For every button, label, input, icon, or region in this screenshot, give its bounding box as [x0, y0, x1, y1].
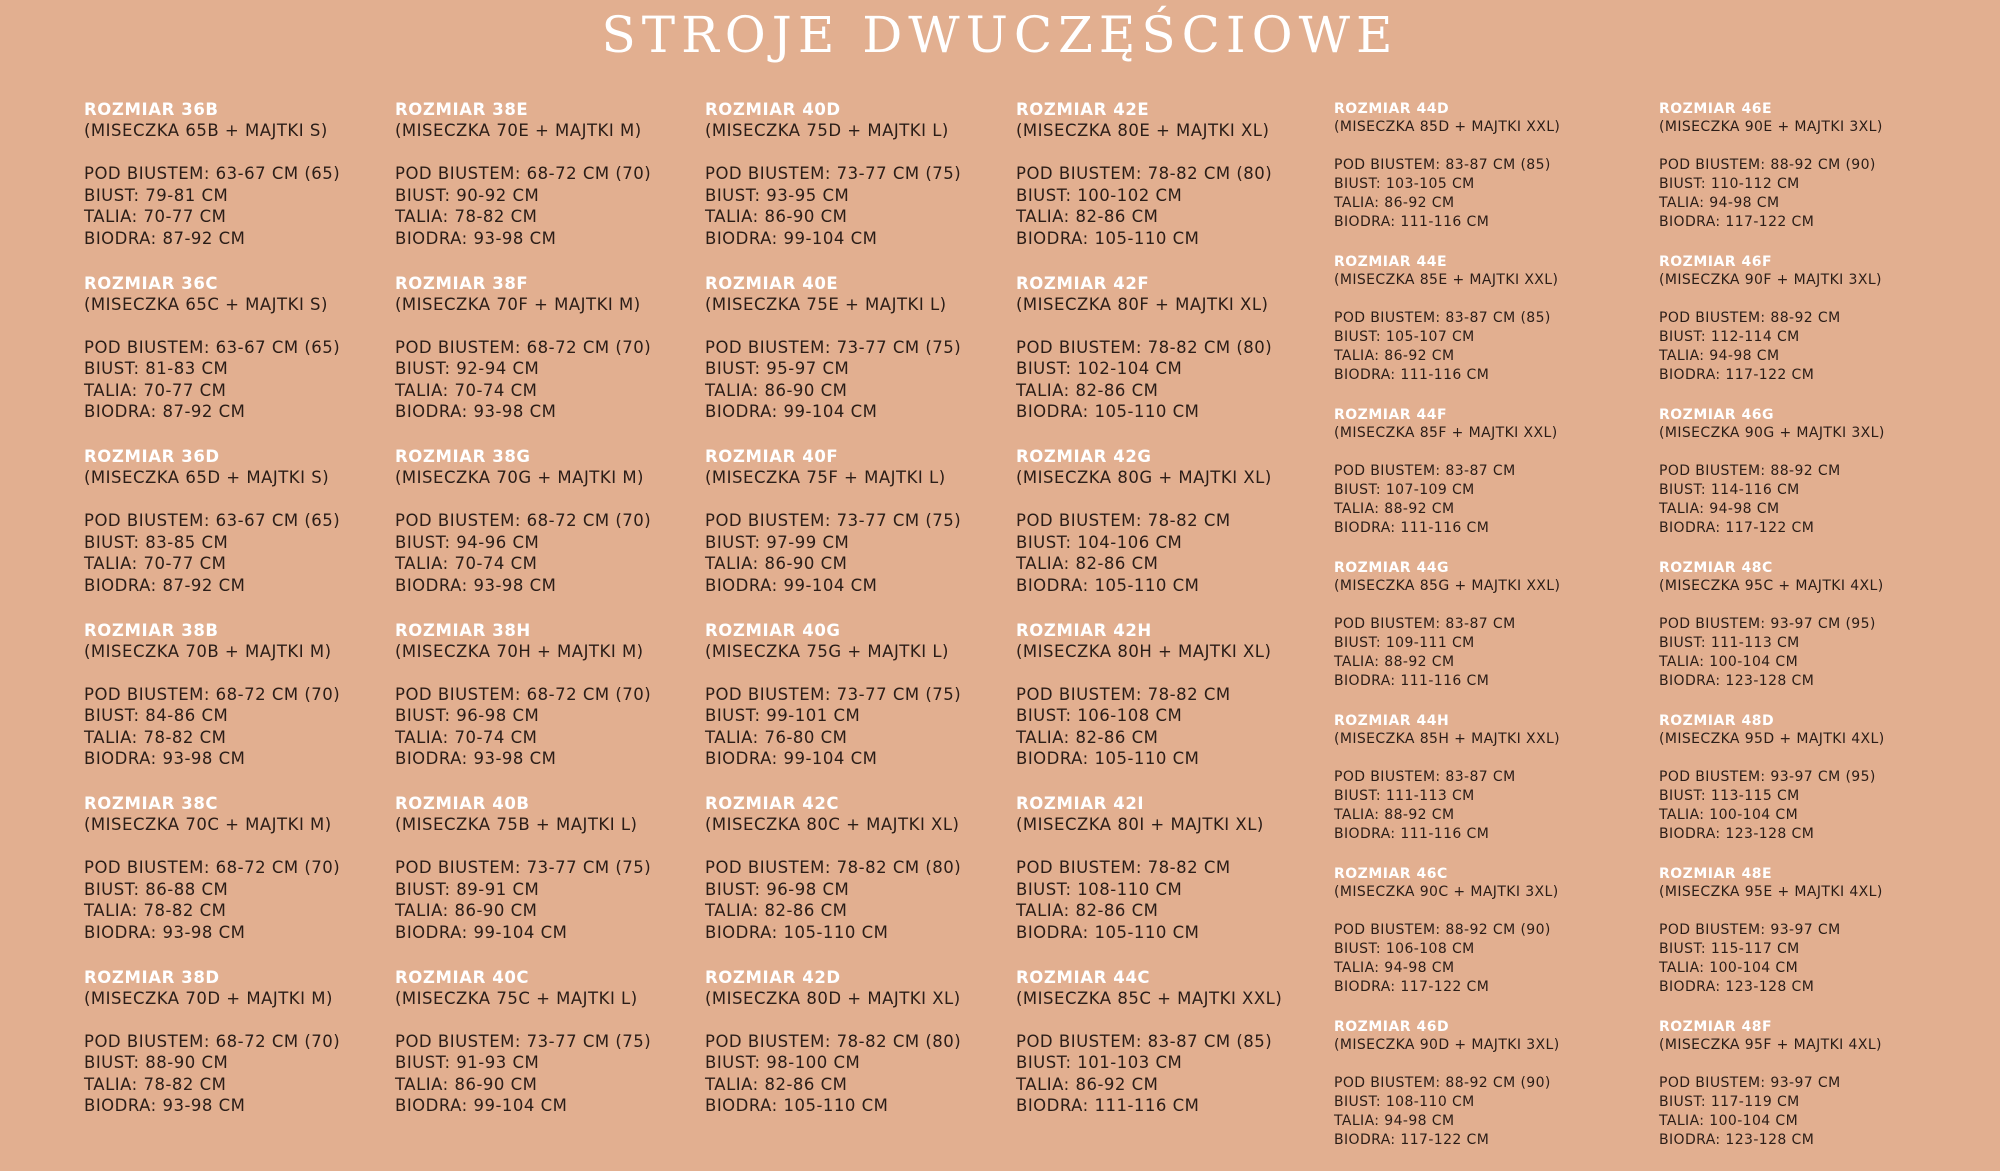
cup-and-briefs: (MISECZKA 90C + MAJTKI 3XL)	[1334, 884, 1559, 900]
measurement-line: BIODRA: 87-92 CM	[84, 402, 246, 422]
measurement-line: BIUST: 108-110 CM	[1334, 1094, 1475, 1110]
size-heading: ROZMIAR 38F	[395, 273, 529, 293]
measurement-line: POD BIUSTEM: 83-87 CM (85)	[1334, 310, 1551, 326]
measurement-line: BIUST: 89-91 CM	[395, 879, 540, 899]
measurement-line: POD BIUSTEM: 68-72 CM (70)	[395, 684, 652, 704]
cup-and-briefs: (MISECZKA 70G + MAJTKI M)	[395, 468, 644, 487]
measurement-line: BIODRA: 123-128 CM	[1659, 826, 1815, 842]
measurement-line: BIUST: 92-94 CM	[395, 359, 540, 379]
measurement-line: BIUST: 102-104 CM	[1016, 359, 1183, 379]
measurement-line: POD BIUSTEM: 83-87 CM (85)	[1016, 1031, 1273, 1051]
measurement-line: POD BIUSTEM: 73-77 CM (75)	[705, 337, 962, 357]
size-heading: ROZMIAR 40B	[395, 794, 530, 813]
measurement-line: BIODRA: 117-122 CM	[1334, 979, 1490, 995]
size-heading: ROZMIAR 42C	[705, 794, 840, 813]
measurement-line: BIUST: 90-92 CM	[395, 185, 540, 205]
cup-and-briefs: (MISECZKA 95D + MAJTKI 4XL)	[1659, 731, 1885, 747]
page-title: STROJE DWUCZĘŚCIOWE	[601, 6, 1399, 64]
size-block	[705, 447, 961, 621]
cup-and-briefs: (MISECZKA 65D + MAJTKI S)	[84, 468, 330, 487]
size-block	[84, 794, 340, 968]
measurement-line: POD BIUSTEM: 88-92 CM (90)	[1334, 922, 1551, 938]
size-block	[1334, 253, 1560, 406]
size-block	[1334, 712, 1560, 865]
measurement-line: POD BIUSTEM: 78-82 CM	[1016, 684, 1231, 704]
measurement-line: POD BIUSTEM: 68-72 CM (70)	[395, 337, 652, 357]
size-heading: ROZMIAR 42E	[1016, 100, 1150, 119]
size-heading: ROZMIAR 36D	[84, 447, 220, 466]
size-heading: ROZMIAR 38E	[395, 100, 529, 119]
size-heading: ROZMIAR 48F	[1659, 1019, 1773, 1035]
measurement-line: POD BIUSTEM: 83-87 CM (85)	[1334, 157, 1551, 173]
measurement-line: BIUST: 104-106 CM	[1016, 532, 1183, 552]
measurement-line: POD BIUSTEM: 68-72 CM (70)	[395, 164, 652, 183]
measurement-line: TALIA: 88-92 CM	[1334, 501, 1455, 517]
measurement-line: BIUST: 114-116 CM	[1659, 482, 1800, 498]
measurement-line: BIODRA: 99-104 CM	[705, 402, 878, 422]
measurement-line: BIODRA: 111-116 CM	[1334, 214, 1490, 230]
measurement-line: TALIA: 76-80 CM	[705, 727, 848, 747]
measurement-line: TALIA: 78-82 CM	[395, 207, 538, 227]
measurement-line: BIUST: 83-85 CM	[84, 532, 229, 552]
cup-and-briefs: (MISECZKA 85F + MAJTKI XXL)	[1334, 425, 1558, 441]
measurement-line: TALIA: 82-86 CM	[1016, 207, 1159, 227]
measurement-line: BIODRA: 117-122 CM	[1659, 214, 1815, 230]
size-heading: ROZMIAR 42F	[1016, 273, 1150, 293]
measurement-line: BIODRA: 123-128 CM	[1659, 979, 1815, 995]
size-heading: ROZMIAR 38G	[395, 447, 531, 466]
size-heading: ROZMIAR 46G	[1659, 407, 1774, 423]
cup-and-briefs: (MISECZKA 95E + MAJTKI 4XL)	[1659, 884, 1883, 900]
measurement-line: POD BIUSTEM: 78-82 CM	[1016, 511, 1231, 530]
measurement-line: BIODRA: 105-110 CM	[705, 922, 889, 942]
cup-and-briefs: (MISECZKA 85C + MAJTKI XXL)	[1016, 988, 1283, 1008]
measurement-line: POD BIUSTEM: 73-77 CM (75)	[395, 1031, 652, 1051]
size-heading: ROZMIAR 44D	[1334, 101, 1450, 117]
measurement-line: BIODRA: 99-104 CM	[705, 575, 878, 595]
measurement-line: BIUST: 86-88 CM	[84, 879, 229, 899]
measurement-line: BIUST: 98-100 CM	[705, 1053, 861, 1073]
cup-and-briefs: (MISECZKA 95F + MAJTKI 4XL)	[1659, 1037, 1882, 1053]
size-column-3	[705, 100, 961, 1141]
measurement-line: TALIA: 82-86 CM	[1016, 380, 1159, 400]
measurement-line: POD BIUSTEM: 68-72 CM (70)	[84, 684, 341, 704]
measurement-line: BIUST: 99-101 CM	[705, 706, 861, 726]
size-heading: ROZMIAR 46E	[1659, 101, 1773, 117]
measurement-line: BIODRA: 93-98 CM	[84, 1096, 246, 1116]
size-block	[395, 621, 651, 795]
measurement-line: POD BIUSTEM: 78-82 CM (80)	[705, 858, 962, 877]
cup-and-briefs: (MISECZKA 80H + MAJTKI XL)	[1016, 641, 1272, 661]
measurement-line: BIODRA: 93-98 CM	[84, 922, 246, 942]
measurement-line: TALIA: 100-104 CM	[1659, 960, 1799, 976]
cup-and-briefs: (MISECZKA 80I + MAJTKI XL)	[1016, 815, 1264, 834]
size-block	[1659, 100, 1885, 253]
size-block	[705, 100, 961, 274]
measurement-line: BIUST: 81-83 CM	[84, 359, 229, 379]
measurement-line: BIODRA: 93-98 CM	[395, 402, 557, 422]
measurement-line: BIUST: 100-102 CM	[1016, 185, 1183, 205]
size-heading: ROZMIAR 42G	[1016, 447, 1152, 466]
measurement-line: BIUST: 107-109 CM	[1334, 482, 1475, 498]
measurement-line: TALIA: 78-82 CM	[84, 727, 227, 747]
measurement-line: BIODRA: 117-122 CM	[1659, 367, 1815, 383]
size-block	[1659, 1018, 1885, 1171]
size-block	[1659, 559, 1885, 712]
measurement-line: BIODRA: 117-122 CM	[1659, 520, 1815, 536]
size-block	[1659, 406, 1885, 559]
measurement-line: POD BIUSTEM: 93-97 CM	[1659, 1075, 1841, 1091]
size-block	[705, 274, 961, 448]
measurement-line: TALIA: 94-98 CM	[1659, 501, 1780, 517]
measurement-line: TALIA: 86-90 CM	[395, 901, 538, 921]
size-heading: ROZMIAR 48E	[1659, 866, 1773, 882]
measurement-line: BIODRA: 105-110 CM	[1016, 402, 1200, 422]
cup-and-briefs: (MISECZKA 90F + MAJTKI 3XL)	[1659, 272, 1882, 288]
measurement-line: POD BIUSTEM: 88-92 CM (90)	[1334, 1075, 1551, 1091]
measurement-line: BIODRA: 99-104 CM	[395, 1096, 568, 1116]
size-heading: ROZMIAR 42D	[705, 967, 841, 987]
measurement-line: BIUST: 95-97 CM	[705, 359, 850, 379]
measurement-line: POD BIUSTEM: 83-87 CM	[1334, 769, 1516, 785]
cup-and-briefs: (MISECZKA 90D + MAJTKI 3XL)	[1334, 1037, 1560, 1053]
size-heading: ROZMIAR 42I	[1016, 794, 1145, 813]
measurement-line: BIUST: 97-99 CM	[705, 532, 850, 552]
measurement-line: BIUST: 96-98 CM	[705, 879, 850, 899]
measurement-line: TALIA: 70-77 CM	[84, 207, 227, 227]
measurement-line: BIODRA: 105-110 CM	[1016, 228, 1200, 248]
measurement-line: BIUST: 101-103 CM	[1016, 1053, 1183, 1073]
measurement-line: TALIA: 82-86 CM	[1016, 554, 1159, 574]
size-block	[84, 100, 340, 274]
size-block	[705, 621, 961, 795]
measurement-line: BIODRA: 123-128 CM	[1659, 673, 1815, 689]
measurement-line: TALIA: 70-74 CM	[395, 727, 538, 747]
measurement-line: BIODRA: 87-92 CM	[84, 228, 246, 248]
measurement-line: POD BIUSTEM: 73-77 CM (75)	[705, 164, 962, 183]
measurement-line: POD BIUSTEM: 78-82 CM (80)	[1016, 337, 1273, 357]
cup-and-briefs: (MISECZKA 65B + MAJTKI S)	[84, 121, 328, 140]
measurement-line: BIUST: 111-113 CM	[1659, 635, 1800, 651]
cup-and-briefs: (MISECZKA 75C + MAJTKI L)	[395, 988, 638, 1008]
cup-and-briefs: (MISECZKA 90G + MAJTKI 3XL)	[1659, 425, 1885, 441]
measurement-line: BIUST: 91-93 CM	[395, 1053, 540, 1073]
cup-and-briefs: (MISECZKA 90E + MAJTKI 3XL)	[1659, 119, 1883, 135]
measurement-line: BIODRA: 93-98 CM	[84, 749, 246, 769]
measurement-line: BIODRA: 111-116 CM	[1334, 673, 1490, 689]
cup-and-briefs: (MISECZKA 75G + MAJTKI L)	[705, 641, 949, 661]
measurement-line: BIODRA: 99-104 CM	[705, 228, 878, 248]
measurement-line: BIODRA: 93-98 CM	[395, 228, 557, 248]
size-heading: ROZMIAR 46C	[1334, 866, 1448, 882]
measurement-line: TALIA: 86-92 CM	[1016, 1074, 1159, 1094]
size-column-4	[1016, 100, 1282, 1141]
cup-and-briefs: (MISECZKA 70E + MAJTKI M)	[395, 121, 642, 140]
measurement-line: BIODRA: 93-98 CM	[395, 575, 557, 595]
cup-and-briefs: (MISECZKA 80F + MAJTKI XL)	[1016, 294, 1269, 314]
cup-and-briefs: (MISECZKA 80G + MAJTKI XL)	[1016, 468, 1272, 487]
measurement-line: BIODRA: 111-116 CM	[1334, 367, 1490, 383]
measurement-line: BIUST: 117-119 CM	[1659, 1094, 1800, 1110]
cup-and-briefs: (MISECZKA 75F + MAJTKI L)	[705, 468, 946, 487]
measurement-line: BIUST: 108-110 CM	[1016, 879, 1183, 899]
measurement-line: POD BIUSTEM: 88-92 CM	[1659, 463, 1841, 479]
measurement-line: TALIA: 86-90 CM	[395, 1074, 538, 1094]
measurement-line: BIODRA: 99-104 CM	[705, 749, 878, 769]
measurement-line: BIODRA: 117-122 CM	[1334, 1132, 1490, 1148]
measurement-line: BIUST: 106-108 CM	[1016, 706, 1183, 726]
size-heading: ROZMIAR 46D	[1334, 1019, 1450, 1035]
measurement-line: POD BIUSTEM: 73-77 CM (75)	[705, 684, 962, 704]
measurement-line: BIODRA: 93-98 CM	[395, 749, 557, 769]
size-block	[1334, 406, 1560, 559]
size-block	[1016, 621, 1282, 795]
cup-and-briefs: (MISECZKA 85G + MAJTKI XXL)	[1334, 578, 1561, 594]
cup-and-briefs: (MISECZKA 70C + MAJTKI M)	[84, 815, 332, 834]
cup-and-briefs: (MISECZKA 65C + MAJTKI S)	[84, 294, 328, 314]
size-heading: ROZMIAR 40G	[705, 620, 841, 640]
size-block	[84, 447, 340, 621]
size-column-1	[84, 100, 340, 1141]
measurement-line: POD BIUSTEM: 73-77 CM (75)	[395, 858, 652, 877]
measurement-line: BIUST: 105-107 CM	[1334, 329, 1475, 345]
measurement-line: POD BIUSTEM: 93-97 CM (95)	[1659, 769, 1876, 785]
measurement-line: POD BIUSTEM: 68-72 CM (70)	[84, 1031, 341, 1051]
size-block	[1334, 100, 1560, 253]
size-heading: ROZMIAR 40F	[705, 447, 839, 466]
measurement-line: TALIA: 82-86 CM	[1016, 901, 1159, 921]
measurement-line: POD BIUSTEM: 83-87 CM	[1334, 616, 1516, 632]
measurement-line: POD BIUSTEM: 93-97 CM (95)	[1659, 616, 1876, 632]
measurement-line: BIODRA: 105-110 CM	[1016, 749, 1200, 769]
size-block	[84, 621, 340, 795]
cup-and-briefs: (MISECZKA 70F + MAJTKI M)	[395, 294, 641, 314]
size-heading: ROZMIAR 44E	[1334, 254, 1448, 270]
measurement-line: POD BIUSTEM: 63-67 CM (65)	[84, 511, 341, 530]
size-heading: ROZMIAR 44H	[1334, 713, 1450, 729]
size-column-2	[395, 100, 651, 1141]
size-block	[1334, 1018, 1560, 1171]
measurement-line: BIUST: 84-86 CM	[84, 706, 229, 726]
size-heading: ROZMIAR 40E	[705, 273, 839, 293]
measurement-line: BIODRA: 105-110 CM	[705, 1096, 889, 1116]
measurement-line: BIUST: 106-108 CM	[1334, 941, 1475, 957]
size-block	[1016, 447, 1282, 621]
size-heading: ROZMIAR 40D	[705, 100, 841, 119]
measurement-line: TALIA: 86-92 CM	[1334, 195, 1455, 211]
measurement-line: TALIA: 94-98 CM	[1659, 348, 1780, 364]
measurement-line: BIUST: 96-98 CM	[395, 706, 540, 726]
measurement-line: TALIA: 86-92 CM	[1334, 348, 1455, 364]
size-block	[1016, 100, 1282, 274]
measurement-line: BIUST: 93-95 CM	[705, 185, 850, 205]
measurement-line: TALIA: 82-86 CM	[705, 901, 848, 921]
measurement-line: POD BIUSTEM: 68-72 CM (70)	[84, 858, 341, 877]
measurement-line: TALIA: 100-104 CM	[1659, 1113, 1799, 1129]
measurement-line: TALIA: 88-92 CM	[1334, 807, 1455, 823]
measurement-line: TALIA: 100-104 CM	[1659, 654, 1799, 670]
measurement-line: BIUST: 111-113 CM	[1334, 788, 1475, 804]
cup-and-briefs: (MISECZKA 75E + MAJTKI L)	[705, 294, 947, 314]
size-heading: ROZMIAR 38B	[84, 620, 219, 640]
size-column-5	[1334, 100, 1560, 1171]
size-block	[1016, 274, 1282, 448]
size-heading: ROZMIAR 44G	[1334, 560, 1449, 576]
measurement-line: TALIA: 94-98 CM	[1334, 1113, 1455, 1129]
size-heading: ROZMIAR 42H	[1016, 620, 1152, 640]
measurement-line: BIODRA: 105-110 CM	[1016, 575, 1200, 595]
measurement-line: POD BIUSTEM: 78-82 CM (80)	[705, 1031, 962, 1051]
cup-and-briefs: (MISECZKA 70B + MAJTKI M)	[84, 641, 332, 661]
size-heading: ROZMIAR 48C	[1659, 560, 1773, 576]
size-block	[395, 274, 651, 448]
size-heading: ROZMIAR 38D	[84, 967, 220, 987]
size-heading: ROZMIAR 38H	[395, 620, 531, 640]
measurement-line: TALIA: 70-74 CM	[395, 380, 538, 400]
size-block	[1659, 253, 1885, 406]
measurement-line: TALIA: 94-98 CM	[1659, 195, 1780, 211]
size-heading: ROZMIAR 46F	[1659, 254, 1773, 270]
cup-and-briefs: (MISECZKA 75D + MAJTKI L)	[705, 121, 949, 140]
measurement-line: BIODRA: 111-116 CM	[1016, 1096, 1200, 1116]
size-heading: ROZMIAR 36B	[84, 100, 219, 119]
measurement-line: BIUST: 113-115 CM	[1659, 788, 1800, 804]
measurement-line: TALIA: 94-98 CM	[1334, 960, 1455, 976]
measurement-line: BIUST: 110-112 CM	[1659, 176, 1800, 192]
measurement-line: TALIA: 70-74 CM	[395, 554, 538, 574]
size-heading: ROZMIAR 44F	[1334, 407, 1448, 423]
measurement-line: BIUST: 103-105 CM	[1334, 176, 1475, 192]
measurement-line: TALIA: 86-90 CM	[705, 554, 848, 574]
measurement-line: TALIA: 78-82 CM	[84, 1074, 227, 1094]
measurement-line: TALIA: 88-92 CM	[1334, 654, 1455, 670]
measurement-line: BIODRA: 99-104 CM	[395, 922, 568, 942]
measurement-line: TALIA: 100-104 CM	[1659, 807, 1799, 823]
size-block	[84, 968, 340, 1142]
size-heading: ROZMIAR 38C	[84, 794, 219, 813]
measurement-line: POD BIUSTEM: 68-72 CM (70)	[395, 511, 652, 530]
measurement-line: POD BIUSTEM: 73-77 CM (75)	[705, 511, 962, 530]
measurement-line: TALIA: 70-77 CM	[84, 554, 227, 574]
measurement-line: TALIA: 86-90 CM	[705, 207, 848, 227]
cup-and-briefs: (MISECZKA 75B + MAJTKI L)	[395, 815, 638, 834]
size-heading: ROZMIAR 36C	[84, 273, 219, 293]
measurement-line: BIUST: 94-96 CM	[395, 532, 540, 552]
measurement-line: BIUST: 115-117 CM	[1659, 941, 1800, 957]
size-block	[1659, 712, 1885, 865]
cup-and-briefs: (MISECZKA 80D + MAJTKI XL)	[705, 988, 961, 1008]
measurement-line: POD BIUSTEM: 88-92 CM (90)	[1659, 157, 1876, 173]
cup-and-briefs: (MISECZKA 85D + MAJTKI XXL)	[1334, 119, 1561, 135]
measurement-line: POD BIUSTEM: 93-97 CM	[1659, 922, 1841, 938]
measurement-line: TALIA: 82-86 CM	[705, 1074, 848, 1094]
measurement-line: BIODRA: 111-116 CM	[1334, 520, 1490, 536]
size-block	[1016, 794, 1282, 968]
measurement-line: TALIA: 82-86 CM	[1016, 727, 1159, 747]
size-heading: ROZMIAR 40C	[395, 967, 530, 987]
size-block	[1334, 865, 1560, 1018]
measurement-line: BIODRA: 105-110 CM	[1016, 922, 1200, 942]
measurement-line: BIUST: 79-81 CM	[84, 185, 229, 205]
size-heading: ROZMIAR 44C	[1016, 967, 1151, 987]
cup-and-briefs: (MISECZKA 80C + MAJTKI XL)	[705, 815, 960, 834]
measurement-line: BIUST: 112-114 CM	[1659, 329, 1800, 345]
measurement-line: POD BIUSTEM: 88-92 CM	[1659, 310, 1841, 326]
measurement-line: TALIA: 86-90 CM	[705, 380, 848, 400]
size-heading: ROZMIAR 48D	[1659, 713, 1775, 729]
measurement-line: POD BIUSTEM: 78-82 CM	[1016, 858, 1231, 877]
measurement-line: BIUST: 109-111 CM	[1334, 635, 1475, 651]
measurement-line: BIUST: 88-90 CM	[84, 1053, 229, 1073]
size-block	[395, 100, 651, 274]
size-block	[705, 968, 961, 1142]
measurement-line: POD BIUSTEM: 63-67 CM (65)	[84, 337, 341, 357]
cup-and-briefs: (MISECZKA 80E + MAJTKI XL)	[1016, 121, 1270, 140]
measurement-line: BIODRA: 123-128 CM	[1659, 1132, 1815, 1148]
size-block	[395, 794, 651, 968]
size-block	[1016, 968, 1282, 1142]
size-block	[1334, 559, 1560, 712]
size-column-6	[1659, 100, 1885, 1171]
cup-and-briefs: (MISECZKA 85H + MAJTKI XXL)	[1334, 731, 1561, 747]
size-block	[1659, 865, 1885, 1018]
measurement-line: POD BIUSTEM: 63-67 CM (65)	[84, 164, 341, 183]
measurement-line: BIODRA: 111-116 CM	[1334, 826, 1490, 842]
size-block	[395, 968, 651, 1142]
cup-and-briefs: (MISECZKA 85E + MAJTKI XXL)	[1334, 272, 1559, 288]
cup-and-briefs: (MISECZKA 95C + MAJTKI 4XL)	[1659, 578, 1884, 594]
size-block	[395, 447, 651, 621]
size-block	[705, 794, 961, 968]
cup-and-briefs: (MISECZKA 70H + MAJTKI M)	[395, 641, 644, 661]
measurement-line: TALIA: 78-82 CM	[84, 901, 227, 921]
cup-and-briefs: (MISECZKA 70D + MAJTKI M)	[84, 988, 333, 1008]
measurement-line: TALIA: 70-77 CM	[84, 380, 227, 400]
measurement-line: POD BIUSTEM: 83-87 CM	[1334, 463, 1516, 479]
size-block	[84, 274, 340, 448]
measurement-line: POD BIUSTEM: 78-82 CM (80)	[1016, 164, 1273, 183]
measurement-line: BIODRA: 87-92 CM	[84, 575, 246, 595]
